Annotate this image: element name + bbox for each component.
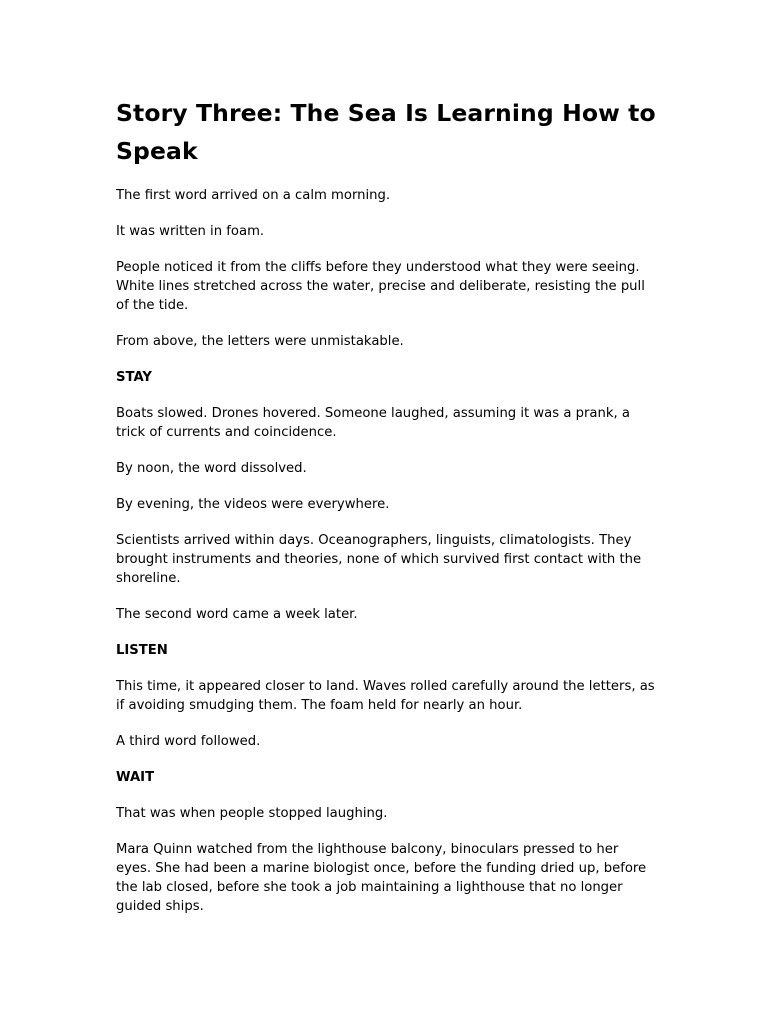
paragraph-15: That was when people stopped laughing. [116, 806, 388, 821]
paragraph-16: Mara Quinn watched from the lighthouse balcony, binoculars pressed to her eyes. She had been a marine biologist once, before the funding dried up, before the lab closed, before she took a job maintaining a lighthouse that no longer guided ships. [116, 842, 647, 914]
story-title: Story Three: The Sea Is Learning How to Speak [116, 99, 656, 165]
paragraph-4: From above, the letters were unmistakable. [116, 334, 404, 349]
word-heading-wait: WAIT [116, 770, 155, 785]
word-heading-stay: STAY [116, 370, 152, 385]
paragraph-12: This time, it appeared closer to land. Waves rolled carefully around the letters, as if avoiding smudging them. The foam held for nearly an hour. [116, 679, 655, 713]
paragraph-1: The first word arrived on a calm morning. [116, 188, 391, 203]
paragraph-6: Boats slowed. Drones hovered. Someone laughed, assuming it was a prank, a trick of currents and coincidence. [116, 406, 630, 440]
paragraph-9: Scientists arrived within days. Oceanographers, linguists, climatologists. They brought instruments and theories, none of which survived first contact with the shoreline. [116, 533, 642, 586]
paragraph-3: People noticed it from the cliffs before they understood what they were seeing. White lines stretched across the water, precise and deliberate, resisting the pull of the tide. [116, 260, 645, 313]
document-page [116, 94, 656, 933]
word-heading-listen: LISTEN [116, 643, 168, 658]
paragraph-2: It was written in foam. [116, 224, 265, 239]
paragraph-10: The second word came a week later. [116, 607, 358, 622]
paragraph-7: By noon, the word dissolved. [116, 461, 307, 476]
paragraph-8: By evening, the videos were everywhere. [116, 497, 390, 512]
paragraph-13: A third word followed. [116, 734, 261, 749]
